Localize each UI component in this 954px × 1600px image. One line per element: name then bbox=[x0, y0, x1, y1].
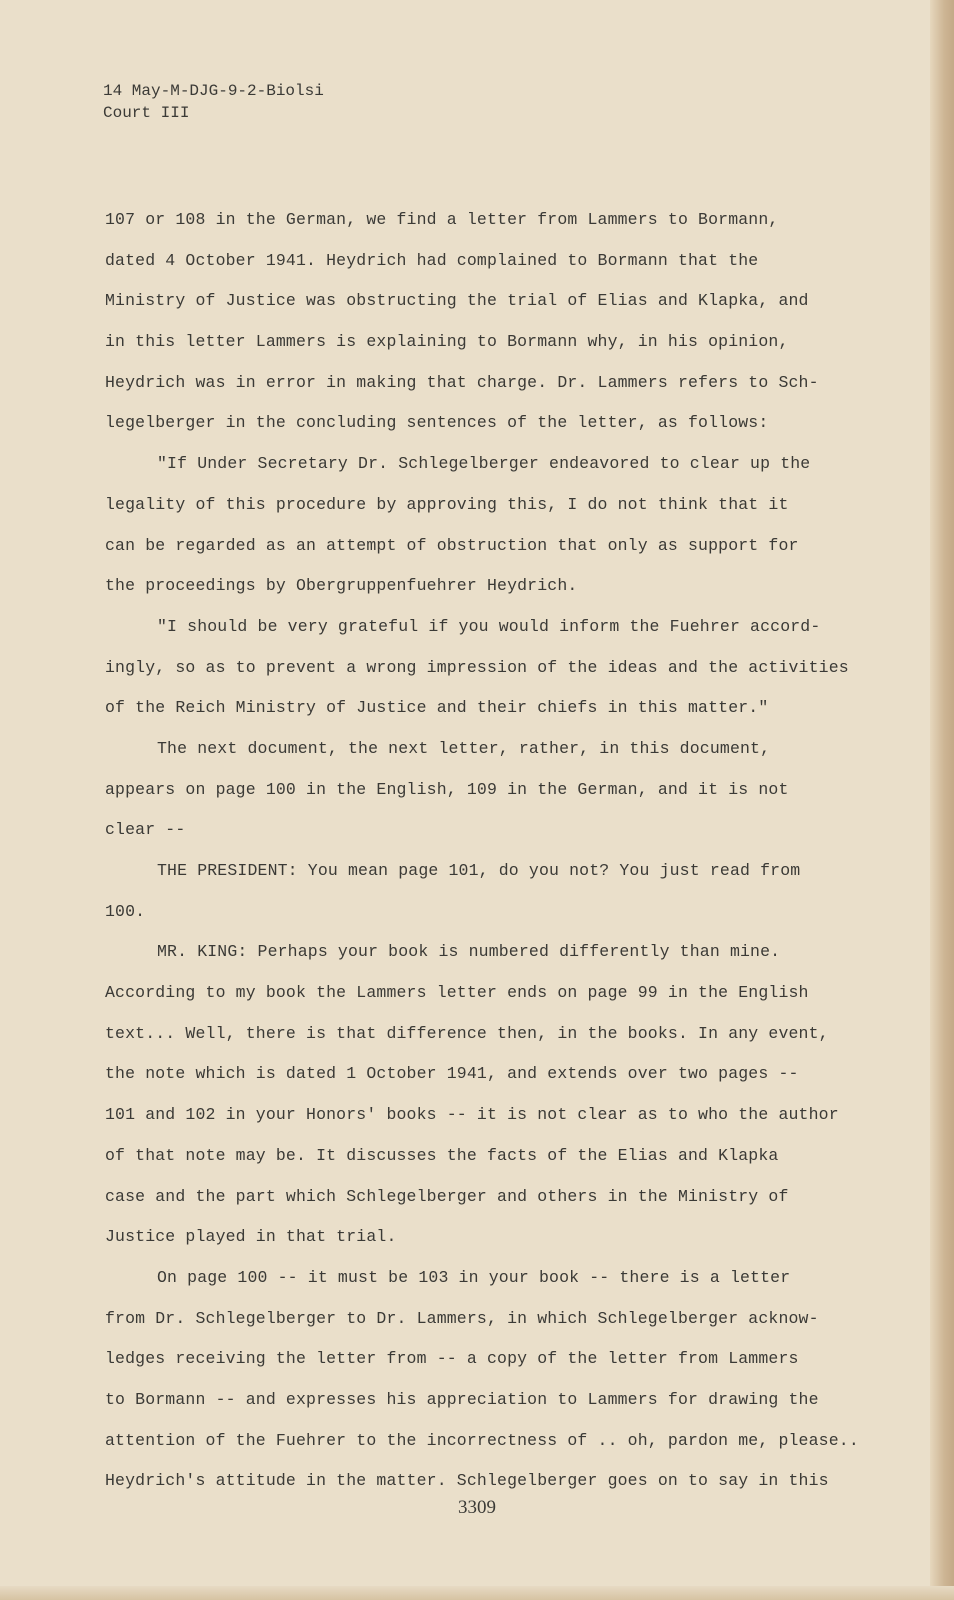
transcript-line: Justice played in that trial. bbox=[105, 1227, 397, 1247]
page-bottom-edge bbox=[0, 1586, 954, 1600]
page-edge-shadow bbox=[930, 0, 954, 1600]
transcript-line: Heydrich was in error in making that charge. Dr. Lammers refers to Sch- bbox=[105, 372, 819, 392]
transcript-line: clear -- bbox=[105, 820, 186, 840]
transcript-line: can be regarded as an attempt of obstruction that only as support for bbox=[105, 535, 799, 555]
transcript-line: MR. KING: Perhaps your book is numbered differently than mine. bbox=[157, 942, 781, 962]
document-header bbox=[103, 80, 324, 124]
header-line-date-code: 14 May-M-DJG-9-2-Biolsi bbox=[103, 82, 324, 100]
transcript-line: 107 or 108 in the German, we find a letter from Lammers to Bormann, bbox=[105, 210, 779, 229]
transcript-line: "If Under Secretary Dr. Schlegelberger endeavored to clear up the bbox=[157, 454, 811, 474]
transcript-line: Ministry of Justice was obstructing the trial of Elias and Klapka, and bbox=[105, 291, 809, 311]
transcript-line: dated 4 October 1941. Heydrich had complained to Bormann that the bbox=[105, 250, 759, 270]
transcript-line: of that note may be. It discusses the facts of the Elias and Klapka bbox=[105, 1145, 779, 1165]
transcript-line: the proceedings by Obergruppenfuehrer Heydrich. bbox=[105, 576, 578, 596]
transcript-line: 101 and 102 in your Honors' books -- it is not clear as to who the author bbox=[105, 1105, 839, 1125]
transcript-line: THE PRESIDENT: You mean page 101, do you not? You just read from bbox=[157, 861, 801, 880]
transcript-line: legelberger in the concluding sentences of the letter, as follows: bbox=[105, 413, 769, 433]
header-line-court: Court III bbox=[103, 104, 190, 122]
transcript-line: text... Well, there is that difference then, in the books. In any event, bbox=[105, 1023, 829, 1043]
transcript-line: 100. bbox=[105, 901, 146, 921]
transcript-line: the note which is dated 1 October 1941, and extends over two pages -- bbox=[105, 1064, 799, 1084]
transcript-line: According to my book the Lammers letter ends on page 99 in the English bbox=[105, 983, 809, 1003]
transcript-line: in this letter Lammers is explaining to Bormann why, in his opinion, bbox=[105, 332, 789, 352]
transcript-line: ledges receiving the letter from -- a copy of the letter from Lammers bbox=[105, 1349, 799, 1369]
transcript-line: from Dr. Schlegelberger to Dr. Lammers, in which Schlegelberger acknow- bbox=[105, 1308, 819, 1328]
transcript-line: legality of this procedure by approving this, I do not think that it bbox=[105, 494, 789, 514]
transcript-line: ingly, so as to prevent a wrong impression of the ideas and the activities bbox=[105, 657, 849, 677]
transcript-line: case and the part which Schlegelberger and others in the Ministry of bbox=[105, 1186, 789, 1206]
transcript-line: appears on page 100 in the English, 109 in the German, and it is not bbox=[105, 779, 789, 799]
transcript-line: "I should be very grateful if you would inform the Fuehrer accord- bbox=[157, 616, 821, 636]
transcript-line: Heydrich's attitude in the matter. Schlegelberger goes on to say in this bbox=[105, 1471, 829, 1491]
transcript-line: to Bormann -- and expresses his appreciation to Lammers for drawing the bbox=[105, 1389, 819, 1409]
page-number: 3309 bbox=[458, 1497, 496, 1518]
transcript-line: of the Reich Ministry of Justice and their chiefs in this matter." bbox=[105, 698, 769, 718]
transcript-line: attention of the Fuehrer to the incorrectness of .. oh, pardon me, please.. bbox=[105, 1430, 859, 1450]
transcript-line: The next document, the next letter, rather, in this document, bbox=[157, 738, 771, 758]
transcript-line: On page 100 -- it must be 103 in your book -- there is a letter bbox=[157, 1267, 791, 1287]
transcript-body bbox=[105, 200, 885, 1502]
